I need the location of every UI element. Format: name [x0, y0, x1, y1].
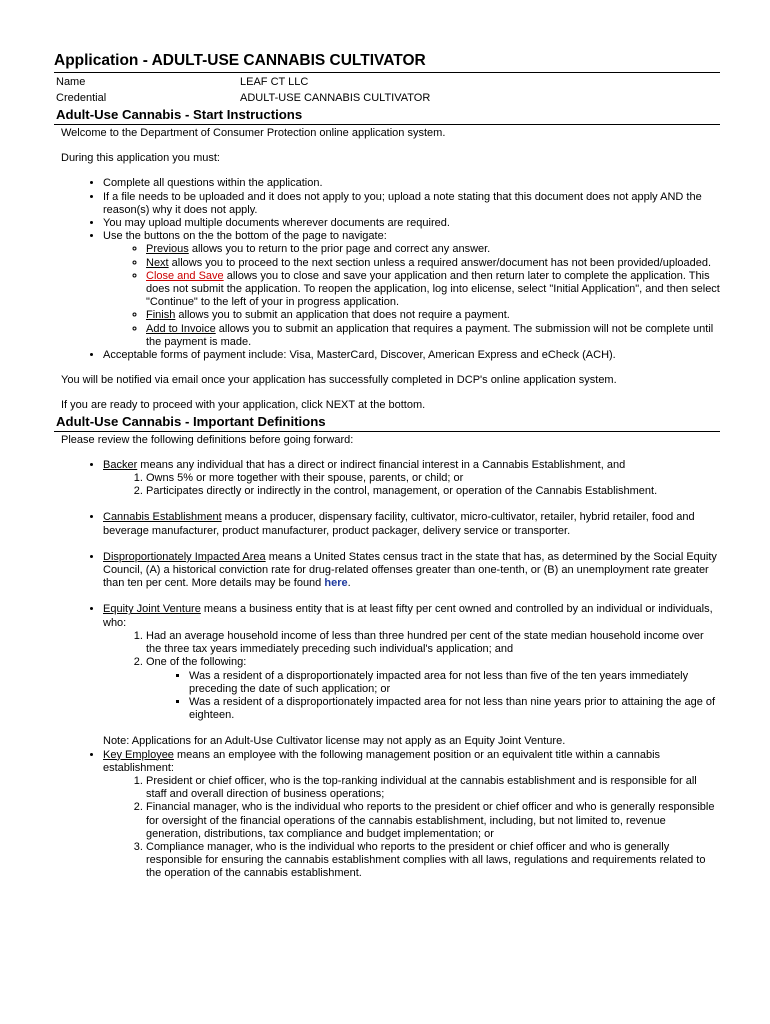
close-and-save-desc: allows you to close and save your application and then return later to complete the application. This does not submit the application. To reopen the application, log into elicense, select "Initial Application", and then select "Continue" to the left of your in progress application.: [146, 269, 720, 309]
list-item: • Acceptable forms of payment include: Visa, MasterCard, Discover, American Express and eCheck (ACH).: [103, 349, 720, 362]
impacted-area-term: Disproportionately Impacted Area: [103, 550, 266, 563]
definition-key-employee: [103, 749, 720, 881]
backer-criteria: [103, 472, 720, 498]
page-title: Application - ADULT-USE CANNABIS CULTIVATOR: [54, 50, 720, 73]
definitions-intro: Please review the following definitions before going forward:: [61, 433, 354, 446]
add-to-invoice-link[interactable]: Add to Invoice: [146, 322, 216, 335]
list-item: • If a file needs to be uploaded and it does not apply to you; upload a note stating that this document does not apply AND the reason(s) why it does not apply.: [103, 191, 720, 217]
notified-text: You will be notified via email once your application has successfully completed in DCP's online application system.: [61, 374, 617, 387]
establishment-text: means a producer, dispensary facility, cultivator, micro-cultivator, retailer, hybrid retailer, food and beverage manufacturer, product manufacturer, product packager, delivery service or transporter.: [103, 511, 695, 537]
close-and-save-link[interactable]: Close and Save: [146, 269, 224, 282]
list-item: • You may upload multiple documents wherever documents are required.: [103, 217, 720, 230]
ejv-criteria: [103, 630, 720, 722]
list-item: • Complete all questions within the application.: [103, 177, 720, 190]
list-item: 2. Financial manager, who is the individual who reports to the president or chief officer and who is generally responsible for oversight of the financial operations of the cannabis establishment, including, but not limited to, revenue generation, distributions, tax compliance and budget implementation; or: [146, 801, 720, 841]
ready-text: If you are ready to proceed with your application, click NEXT at the bottom.: [61, 399, 426, 412]
definitions-heading: Adult-Use Cannabis - Important Definitions: [54, 413, 720, 432]
definition-establishment: [103, 511, 720, 550]
list-item: [146, 323, 720, 349]
navigate-text: Use the buttons on the the bottom of the page to navigate:: [103, 230, 387, 243]
list-item: 1. Had an average household income of less than three hundred per cent of the state median household income over the three tax years immediately preceding such individual's application; and: [146, 630, 720, 656]
here-link[interactable]: here: [324, 577, 348, 590]
name-label: Name: [56, 76, 86, 88]
credential-label: Credential: [56, 92, 107, 104]
establishment-term: Cannabis Establishment: [103, 511, 222, 524]
ejv-note: Note: Applications for an Adult-Use Cultivator license may not apply as an Equity Joint Venture.: [103, 735, 566, 748]
list-item: 1. Owns 5% or more together with their spouse, parents, or child; or: [146, 472, 720, 485]
list-item: [146, 270, 720, 310]
list-item: [146, 309, 720, 322]
list-item: ▪ Was a resident of a disproportionately impacted area for not less than nine years prior to attaining the age of eighteen.: [189, 696, 720, 722]
next-desc: allows you to proceed to the next section unless a required answer/document has not been provided/uploaded.: [168, 256, 712, 269]
definitions-body: [54, 434, 720, 881]
list-item: ▪ Was a resident of a disproportionately impacted area for not less than five of the ten years immediately preceding the date of such application; or: [189, 670, 720, 696]
application-meta: [54, 74, 720, 106]
start-instructions-heading: Adult-Use Cannabis - Start Instructions: [54, 106, 720, 125]
previous-link[interactable]: Previous: [146, 243, 189, 256]
during-text: During this application you must:: [61, 152, 220, 165]
definitions-list: [61, 459, 720, 881]
key-employee-text: means an employee with the following management position or an equivalent title within a cannabis establishment:: [103, 748, 661, 774]
definition-backer: [103, 459, 720, 512]
key-employee-term: Key Employee: [103, 748, 174, 761]
previous-desc: allows you to return to the prior page and correct any answer.: [188, 243, 491, 256]
add-to-invoice-desc: allows you to submit an application that requires a payment. The submission will not be complete until the payment is made.: [146, 322, 714, 348]
list-item: [146, 243, 720, 256]
start-instructions-body: [54, 127, 720, 413]
residency-criteria: [146, 670, 720, 723]
welcome-text: Welcome to the Department of Consumer Protection online application system.: [61, 127, 446, 139]
name-value: LEAF CT LLC: [240, 76, 309, 88]
finish-desc: allows you to submit an application that does not require a payment.: [175, 309, 510, 322]
list-item: 1. President or chief officer, who is the top-ranking individual at the cannabis establishment and is responsible for all staff and overall direction of business operations;: [146, 775, 720, 801]
definition-impacted-area: [103, 551, 720, 604]
ejv-term: Equity Joint Venture: [103, 603, 201, 616]
list-item: [146, 257, 720, 270]
one-of-following: One of the following:: [146, 656, 247, 669]
credential-value: ADULT-USE CANNABIS CULTIVATOR: [240, 92, 431, 104]
list-item: 3. Compliance manager, who is the individual who reports to the president or chief officer and who is generally responsible for ensuring the cannabis establishment complies with all laws, regulations and requirements related to the operation of the cannabis establishment.: [146, 841, 720, 881]
list-item: [146, 656, 720, 722]
finish-link[interactable]: Finish: [146, 309, 176, 322]
list-item: [103, 230, 720, 349]
list-item: 2. Participates directly or indirectly in the control, management, or operation of the Cannabis Establishment.: [146, 485, 720, 498]
key-employee-positions: [103, 775, 720, 881]
navigation-buttons-list: [103, 243, 720, 349]
impacted-area-text: means a United States census tract in the state that has, as determined by the Social Equity Council, (A) a historical conviction rate for drug-related offenses greater than one-tenth, or (B) an unemployment rate greater than ten per cent. More details may be found: [103, 550, 717, 590]
definition-equity-joint-venture: [103, 603, 720, 748]
impacted-area-end: .: [347, 577, 351, 590]
next-link[interactable]: Next: [146, 256, 169, 269]
instructions-list: [61, 177, 720, 362]
backer-term: Backer: [103, 458, 138, 471]
ejv-text: means a business entity that is at least fifty per cent owned and controlled by an individual or individuals, who:: [103, 603, 713, 629]
backer-text: means any individual that has a direct or indirect financial interest in a Cannabis Establishment, and: [137, 458, 626, 471]
application-page: [54, 50, 720, 881]
